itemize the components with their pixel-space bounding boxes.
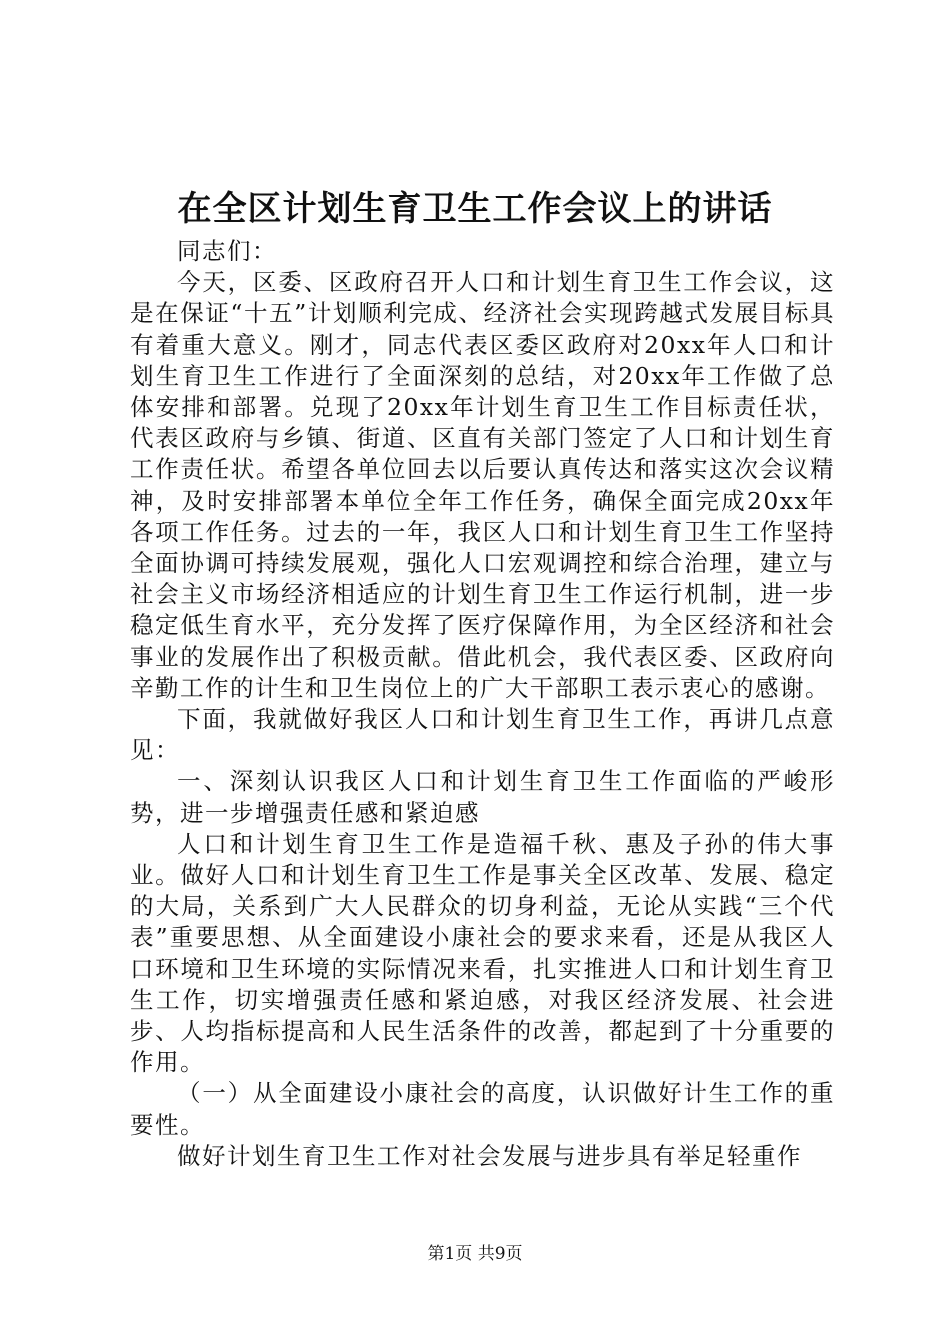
document-title: 在全区计划生育卫生工作会议上的讲话 bbox=[177, 189, 773, 229]
subsection-heading-1: （一）从全面建设小康社会的高度，认识做好计生工作的重要性。 bbox=[130, 1079, 835, 1139]
page-footer: 第1页 共9页 bbox=[427, 1244, 523, 1264]
paragraph-intro: 今天，区委、区政府召开人口和计划生育卫生工作会议，这是在保证“十五”计划顺利完成、经济社会实现跨越式发展目标具有着重大意义。刚才，同志代表区委区政府对20xx年人口和计划生育卫生工作进行了全面深刻的总结，对20xx年工作做了总体安排和部署。兑现了20xx年计划生育卫生工作目标责任状，代表区政府与乡镇、街道、区直有关部门签定了人口和计划生育工作责任状。希望各单位回去以后要认真传达和落实这次会议精神，及时安排部署本单位全年工作任务，确保全面完成20xx年各项工作任务。过去的一年，我区人口和计划生育卫生工作坚持全面协调可持续发展观，强化人口宏观调控和综合治理，建立与社会主义市场经济相适应的计划生育卫生工作运行机制，进一步稳定低生育水平，充分发挥了医疗保障作用，为全区经济和社会事业的发展作出了积极贡献。借此机会，我代表区委、区政府向辛勤工作的计生和卫生岗位上的广大干部职工表示衷心的感谢。 bbox=[130, 268, 835, 702]
salutation: 同志们： bbox=[177, 237, 277, 265]
paragraph-transition: 下面，我就做好我区人口和计划生育卫生工作，再讲几点意见： bbox=[130, 705, 835, 765]
paragraph-section-1: 人口和计划生育卫生工作是造福千秋、惠及子孙的伟大事业。做好人口和计划生育卫生工作是事关全区改革、发展、稳定的大局，关系到广大人民群众的切身利益，无论从实践“三个代表”重要思想、从全面建设小康社会的要求来看，还是从我区人口环境和卫生环境的实际情况来看，扎实推进人口和计划生育卫生工作，切实增强责任感和紧迫感，对我区经济发展、社会进步、人均指标提高和人民生活条件的改善，都起到了十分重要的作用。 bbox=[130, 829, 835, 1077]
section-heading-1: 一、深刻认识我区人口和计划生育卫生工作面临的严峻形势，进一步增强责任感和紧迫感 bbox=[130, 767, 835, 827]
document-body bbox=[130, 236, 835, 1172]
paragraph-subsection-1: 做好计划生育卫生工作对社会发展与进步具有举足轻重作 bbox=[177, 1141, 802, 1170]
